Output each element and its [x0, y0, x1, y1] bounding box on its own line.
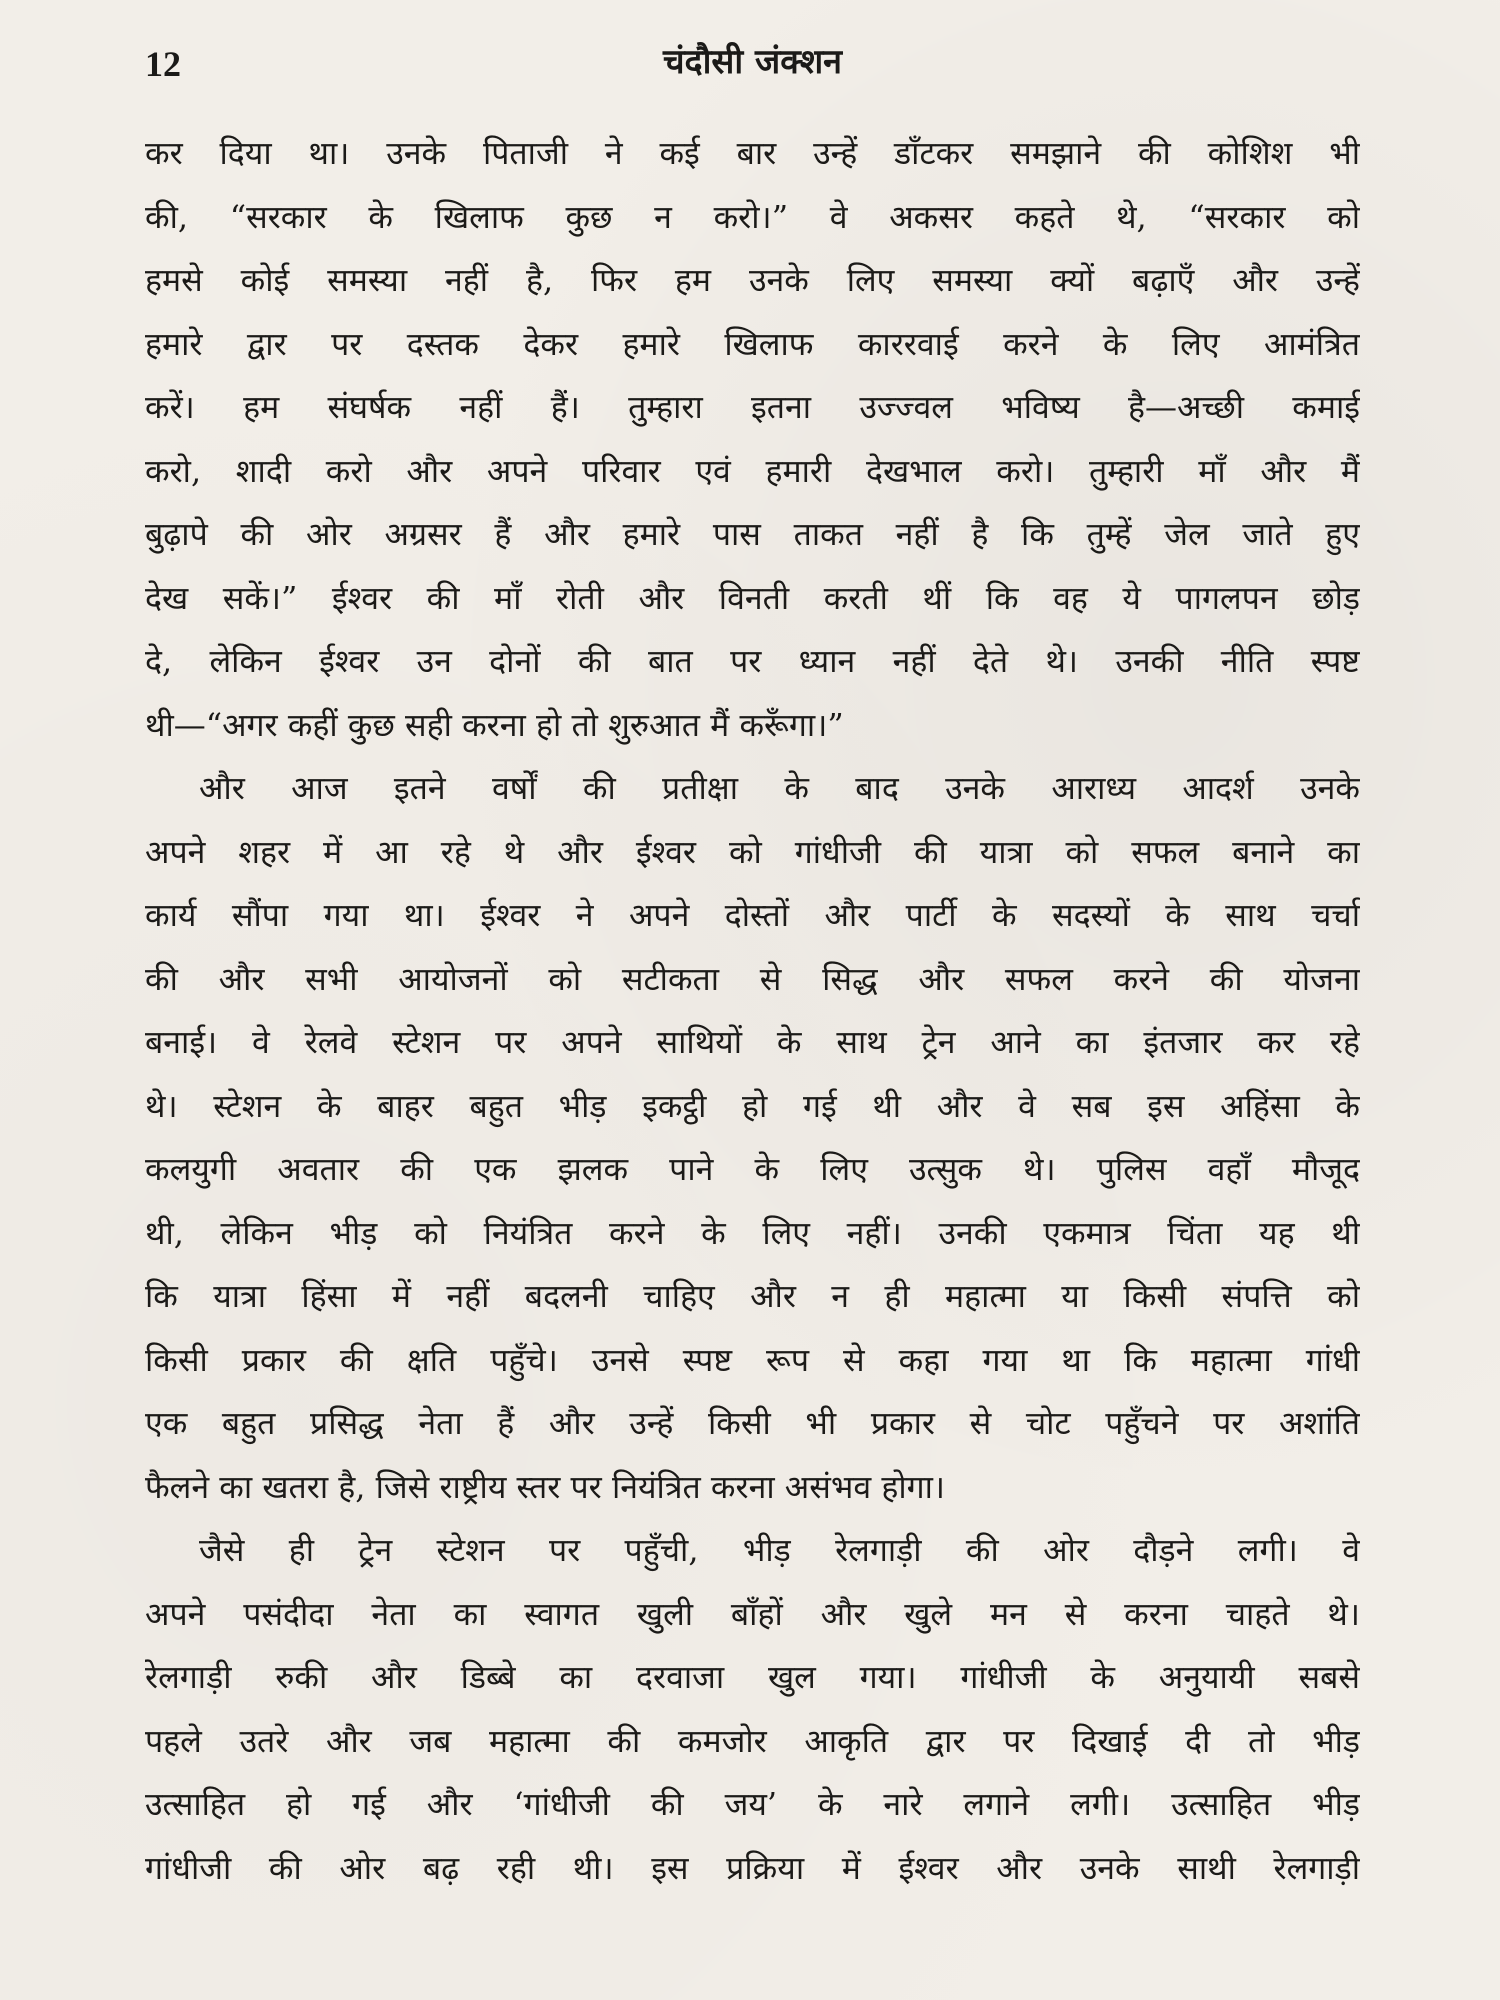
- body-text: [145, 122, 1360, 1900]
- text-line: थे। स्टेशन के बाहर बहुत भीड़ इकट्ठी हो गई थी और वे सब इस अहिंसा के: [145, 1086, 1360, 1125]
- text-line: किसी प्रकार की क्षति पहुँचे। उनसे स्पष्ट रूप से कहा गया था कि महात्मा गांधी: [145, 1340, 1360, 1379]
- text-line: की और सभी आयोजनों को सटीकता से सिद्ध और सफल करने की योजना: [145, 959, 1360, 998]
- text-line: पहले उतरे और जब महात्मा की कमजोर आकृति द्वार पर दिखाई दी तो भीड़: [145, 1721, 1360, 1760]
- text-line: जैसे ही ट्रेन स्टेशन पर पहुँची, भीड़ रेलगाड़ी की ओर दौड़ने लगी। वे: [199, 1531, 1360, 1569]
- text-line: कर दिया था। उनके पिताजी ने कई बार उन्हें डाँटकर समझाने की कोशिश भी: [145, 134, 1360, 172]
- text-line: अपने पसंदीदा नेता का स्वागत खुली बाँहों और खुले मन से करना चाहते थे।: [145, 1594, 1360, 1633]
- page-number: 12: [145, 44, 181, 84]
- text-line: और आज इतने वर्षों की प्रतीक्षा के बाद उनके आराध्य आदर्श उनके: [199, 769, 1360, 807]
- text-line: करो, शादी करो और अपने परिवार एवं हमारी देखभाल करो। तुम्हारी माँ और मैं: [145, 451, 1360, 490]
- text-line: कि यात्रा हिंसा में नहीं बदलनी चाहिए और न ही महात्मा या किसी संपत्ति को: [145, 1277, 1360, 1315]
- text-line: रेलगाड़ी रुकी और डिब्बे का दरवाजा खुल गया। गांधीजी के अनुयायी सबसे: [145, 1658, 1360, 1696]
- text-line: की, “सरकार के खिलाफ कुछ न करो।” वे अकसर कहते थे, “सरकार को: [145, 197, 1360, 236]
- text-line: उत्साहित हो गई और ‘गांधीजी की जय’ के नारे लगाने लगी। उत्साहित भीड़: [145, 1785, 1360, 1823]
- text-line: देख सकें।” ईश्वर की माँ रोती और विनती करती थीं कि वह ये पागलपन छोड़: [145, 578, 1360, 617]
- text-line: बुढ़ापे की ओर अग्रसर हैं और हमारे पास ताकत नहीं है कि तुम्हें जेल जाते हुए: [145, 515, 1360, 553]
- text-line: करें। हम संघर्षक नहीं हैं। तुम्हारा इतना उज्ज्वल भविष्य है—अच्छी कमाई: [145, 388, 1360, 426]
- text-line: हमसे कोई समस्या नहीं है, फिर हम उनके लिए समस्या क्यों बढ़ाएँ और उन्हें: [145, 261, 1360, 299]
- text-line: दे, लेकिन ईश्वर उन दोनों की बात पर ध्यान नहीं देते थे। उनकी नीति स्पष्ट: [145, 642, 1360, 680]
- text-line: फैलने का खतरा है, जिसे राष्ट्रीय स्तर पर नियंत्रित करना असंभव होगा।: [145, 1467, 946, 1506]
- text-line: अपने शहर में आ रहे थे और ईश्वर को गांधीजी की यात्रा को सफल बनाने का: [145, 832, 1360, 871]
- page-header: [145, 0, 1360, 122]
- text-line: कार्य सौंपा गया था। ईश्वर ने अपने दोस्तों और पार्टी के सदस्यों के साथ चर्चा: [145, 896, 1360, 934]
- text-line: हमारे द्वार पर दस्तक देकर हमारे खिलाफ काररवाई करने के लिए आमंत्रित: [145, 324, 1360, 363]
- running-title: चंदौसी जंक्शन: [662, 42, 843, 82]
- text-line: कलयुगी अवतार की एक झलक पाने के लिए उत्सुक थे। पुलिस वहाँ मौजूद: [145, 1150, 1360, 1188]
- text-line: गांधीजी की ओर बढ़ रही थी। इस प्रक्रिया में ईश्वर और उनके साथी रेलगाड़ी: [145, 1848, 1360, 1887]
- text-line: बनाई। वे रेलवे स्टेशन पर अपने साथियों के साथ ट्रेन आने का इंतजार कर रहे: [145, 1023, 1360, 1061]
- text-line: एक बहुत प्रसिद्ध नेता हैं और उन्हें किसी भी प्रकार से चोट पहुँचने पर अशांति: [145, 1404, 1360, 1442]
- text-line: थी, लेकिन भीड़ को नियंत्रित करने के लिए नहीं। उनकी एकमात्र चिंता यह थी: [145, 1213, 1360, 1252]
- text-line: थी—“अगर कहीं कुछ सही करना हो तो शुरुआत मैं करूँगा।”: [145, 705, 844, 744]
